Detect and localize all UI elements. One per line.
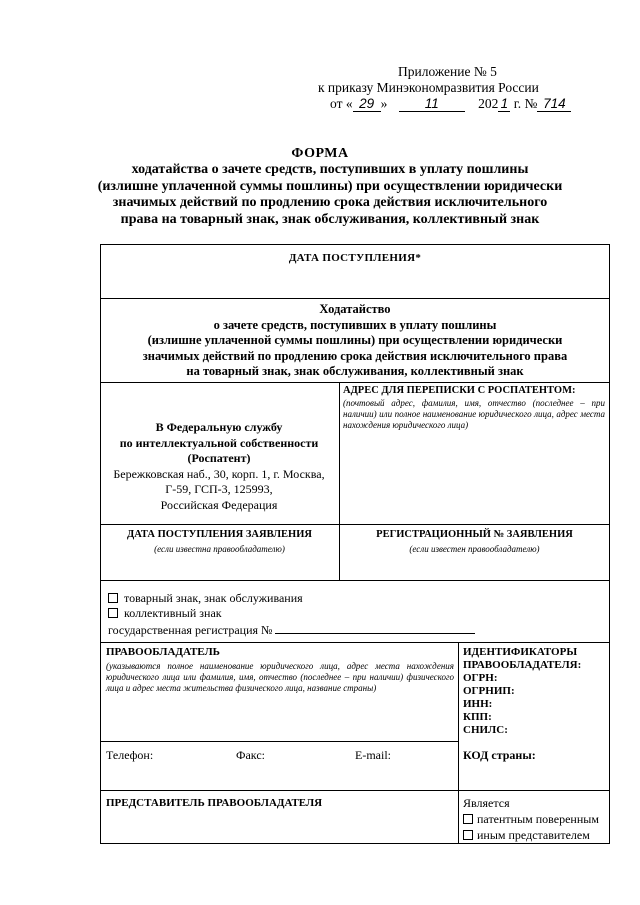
rule-after-mark-type <box>100 642 610 643</box>
checkbox-trademark[interactable] <box>108 593 118 603</box>
representative-option-2[interactable] <box>463 828 590 843</box>
identifiers-title: ИДЕНТИФИКАТОРЫ ПРАВООБЛАДАТЕЛЯ: <box>463 646 582 671</box>
holder-email-label: E-mail: <box>355 748 391 762</box>
addressee-line-3: (Роспатент) <box>187 451 251 465</box>
petition-heading: Ходатайство <box>319 302 391 316</box>
year-label: г. <box>513 96 522 111</box>
representative-option-1[interactable] <box>463 812 599 827</box>
holder-phone-label: Телефон: <box>106 748 154 762</box>
petition-line-1: о зачете средств, поступивших в уплату пошлины <box>213 317 497 332</box>
form-subtitle <box>60 162 600 228</box>
petition-block <box>100 302 610 380</box>
correspondence-address-field[interactable] <box>343 448 605 520</box>
identifier-ogrn: ОГРН: <box>463 672 498 684</box>
representative-is-label: Является <box>463 796 510 810</box>
number-label: № <box>524 96 538 111</box>
rule-after-holder <box>100 790 610 791</box>
registration-label: государственная регистрация № <box>108 623 273 637</box>
identifier-kpp: КПП: <box>463 711 492 723</box>
registration-line <box>108 622 475 638</box>
form-subtitle-line-2: (излишне уплаченной суммы пошлины) при осуществлении юридически <box>97 178 563 194</box>
representative-option-2-label: иным представителем <box>477 828 590 842</box>
form-subtitle-line-1: ходатайства о зачете средств, поступивших в уплату пошлины <box>131 162 529 177</box>
registration-number-title: РЕГИСТРАЦИОННЫЙ № ЗАЯВЛЕНИЯ <box>376 529 573 540</box>
addressee-line-6: Российская Федерация <box>160 497 278 512</box>
mark-type-option-2-label: коллективный знак <box>124 606 222 620</box>
checkbox-collective-mark[interactable] <box>108 608 118 618</box>
application-date-title: ДАТА ПОСТУПЛЕНИЯ ЗАЯВЛЕНИЯ <box>127 529 312 540</box>
handwritten-month: 11 <box>399 97 465 112</box>
registration-number-note: (если известен правообладателю) <box>409 544 540 554</box>
addressee-line-1: В Федеральную службу <box>155 420 283 434</box>
handwritten-year-digit: 1 <box>498 97 510 112</box>
holder-note: (указываются полное наименование юридического лица, адрес места нахождения юридического лица или фамилия, имя, отчество (последнее – при наличии) физического лица и адрес места жительства физического лица, название страны) <box>106 661 454 693</box>
addressee-block <box>102 420 336 513</box>
form-subtitle-line-4: права на товарный знак, знак обслуживания, коллективный знак <box>120 211 540 227</box>
appendix-line-2: к приказу Минэкономразвития России <box>318 80 539 95</box>
appendix-date-line <box>310 96 580 112</box>
handwritten-order-number: 714 <box>537 97 571 112</box>
year-prefix: 202 <box>478 96 499 111</box>
handwritten-day: 29 <box>353 97 381 112</box>
checkbox-other-representative[interactable] <box>463 830 473 840</box>
representative-title: ПРЕДСТАВИТЕЛЬ ПРАВООБЛАДАТЕЛЯ <box>106 797 323 809</box>
correspondence-note: (почтовый адрес, фамилия, имя, отчество (последнее – при наличии) или полное наименование юридического лица, адрес места нахождения юридического лица) <box>343 398 605 430</box>
petition-line-2: (излишне уплаченной суммы пошлины) при осуществлении юридически <box>147 333 563 347</box>
date-prefix: от « <box>330 96 353 111</box>
mark-type-option-2[interactable] <box>108 606 222 621</box>
rule-after-address <box>100 524 610 525</box>
rule-holder-contacts <box>100 741 458 742</box>
country-code-label <box>463 748 536 763</box>
identifier-inn: ИНН: <box>463 698 493 710</box>
identifiers-block <box>463 646 608 737</box>
rule-after-app-date <box>100 580 610 581</box>
checkbox-patent-attorney[interactable] <box>463 814 473 824</box>
addressee-line-5: Г-59, ГСП-3, 125993, <box>165 482 273 496</box>
addressee-line-2: по интеллектуальной собственности <box>119 435 319 450</box>
date-mid: » <box>380 96 388 111</box>
identifier-ogrnip: ОГРНИП: <box>463 685 515 697</box>
addressee-line-4: Бережковская наб., 30, корп. 1, г. Москва, <box>113 466 325 481</box>
representative-option-1-label: патентным поверенным <box>477 812 599 826</box>
identifier-snils: СНИЛС: <box>463 724 508 736</box>
rule-after-receipt <box>100 298 610 299</box>
holder-fax-label: Факс: <box>236 748 265 762</box>
petition-line-4: на товарный знак, знак обслуживания, коллективный знак <box>186 364 524 378</box>
country-code-text: КОД страны: <box>463 748 536 762</box>
form-subtitle-line-3: значимых действий по продлению срока действия исключительного <box>112 195 548 210</box>
mark-type-option-1[interactable] <box>108 591 303 606</box>
appendix-line-1: Приложение № 5 <box>398 64 497 79</box>
petition-line-3: значимых действий по продлению срока действия исключительного права <box>142 348 568 363</box>
appendix-header <box>310 64 580 112</box>
mark-type-option-1-label: товарный знак, знак обслуживания <box>124 591 303 605</box>
receipt-date-label: ДАТА ПОСТУПЛЕНИЯ* <box>288 252 422 264</box>
application-date-note: (если известна правообладателю) <box>154 544 285 554</box>
rule-after-petition <box>100 382 610 383</box>
form-title: ФОРМА <box>291 146 349 161</box>
holder-title: ПРАВООБЛАДАТЕЛЬ <box>106 646 220 658</box>
divider-holder <box>458 642 459 844</box>
registration-number-field[interactable] <box>275 622 475 634</box>
correspondence-title: АДРЕС ДЛЯ ПЕРЕПИСКИ С РОСПАТЕНТОМ: <box>343 385 576 396</box>
